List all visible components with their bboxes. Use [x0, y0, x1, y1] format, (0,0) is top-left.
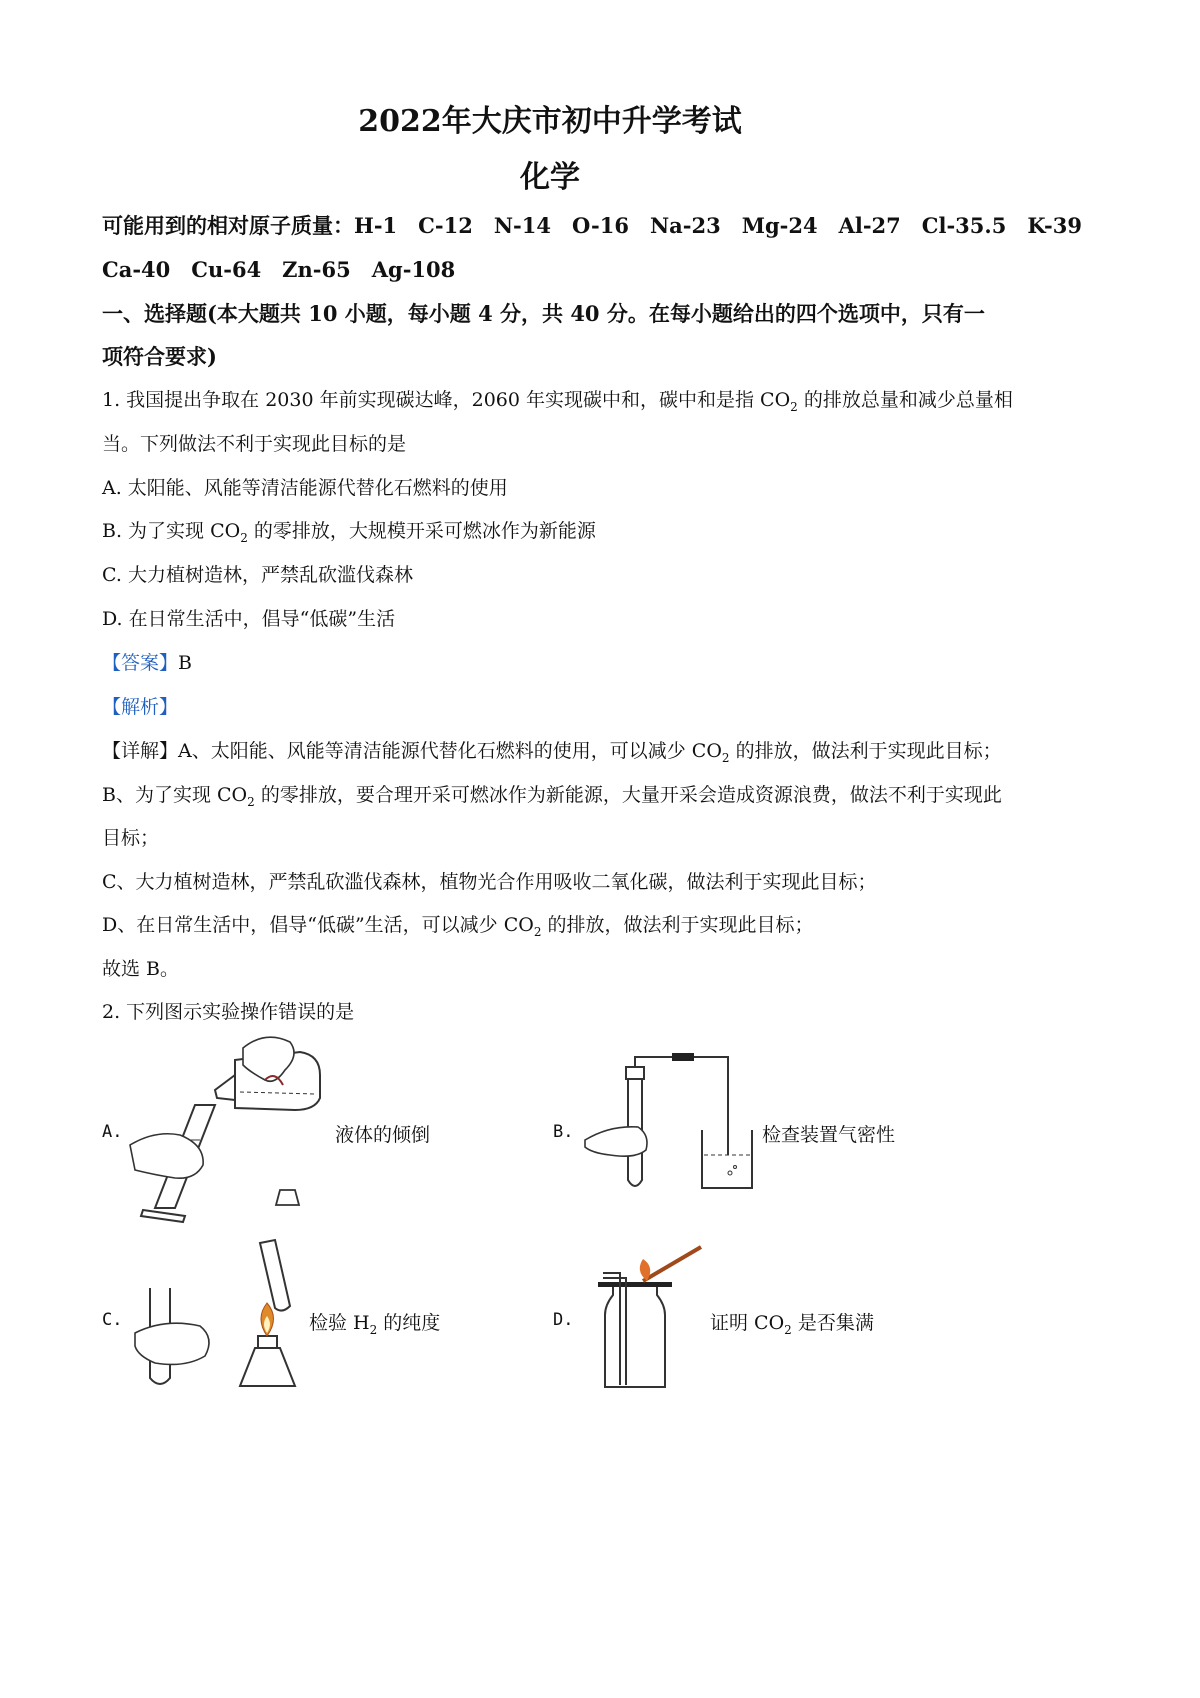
q1-stem-sub: 2 [790, 399, 798, 414]
detail-d-line [102, 910, 814, 939]
hydrogen-purity-illustration [130, 1238, 305, 1398]
q2-option-a-label: 液体的倾倒 [335, 1124, 431, 1146]
q2-option-c-label-pre: 检验 H [309, 1312, 370, 1334]
analysis-tag: 【解析】 [102, 696, 179, 718]
q1-option-b-post: 的零排放，大规模开采可燃冰作为新能源 [253, 520, 596, 542]
detail-a-sub: 2 [721, 750, 730, 765]
detail-d-sub: 2 [533, 924, 542, 939]
section-heading-line2: 项符合要求) [102, 344, 217, 369]
page-title: 2022年大庆市初中升学考试 [358, 104, 742, 139]
q2-option-b-label: 检查装置气密性 [762, 1124, 896, 1146]
section-heading-line1: 一、选择题(本大题共 10 小题，每小题 4 分，共 40 分。在每小题给出的四个选项中，只有一 [102, 301, 985, 326]
detail-tag: 【详解】 [102, 740, 179, 762]
detail-c-line: C、大力植树造林，严禁乱砍滥伐森林，植物光合作用吸收二氧化碳，做法利于实现此目标； [102, 871, 877, 893]
q2-option-c-label-post: 的纯度 [383, 1312, 441, 1334]
q2-option-d-sub: 2 [784, 1322, 792, 1337]
detail-a-line [102, 736, 1002, 765]
q1-option-b-sub: 2 [240, 530, 248, 545]
q1-stem-part2: 的排放总量和减少总量相 [803, 389, 1013, 411]
detail-b-pre: B、为了实现 CO [102, 784, 248, 806]
pour-liquid-illustration [125, 1030, 325, 1225]
q1-option-a: A. 太阳能、风能等清洁能源代替化石燃料的使用 [102, 477, 508, 499]
airtightness-illustration [580, 1055, 760, 1200]
detail-d-post: 的排放，做法利于实现此目标； [547, 914, 814, 936]
detail-b-cont: 目标； [102, 827, 160, 849]
atomic-masses-line2: Ca-40 Cu-64 Zn-65 Ag-108 [102, 257, 456, 282]
conclusion-line: 故选 B。 [102, 958, 180, 980]
q2-option-c-letter: C. [102, 1310, 123, 1330]
detail-b-post: 的零排放，要合理开采可燃冰作为新能源，大量开采会造成资源浪费，做法不利于实现此 [260, 784, 1002, 806]
q1-option-b [102, 516, 596, 545]
q1-option-c: C. 大力植树造林，严禁乱砍滥伐森林 [102, 564, 413, 586]
q2-option-d-label-pre: 证明 CO [710, 1312, 785, 1334]
q2-option-d-label-post: 是否集满 [797, 1312, 874, 1334]
q1-stem-line2: 当。下列做法不利于实现此目标的是 [102, 433, 407, 455]
detail-b-line [102, 780, 1002, 809]
q2-option-d-label [710, 1308, 874, 1337]
q1-option-b-pre: B. 为了实现 CO [102, 520, 241, 542]
co2-full-illustration [595, 1245, 705, 1390]
q2-option-d-letter: D. [553, 1310, 574, 1330]
q2-option-c-sub: 2 [369, 1322, 378, 1337]
detail-a-post: 的排放，做法利于实现此目标； [735, 740, 1002, 762]
q2-stem: 2. 下列图示实验操作错误的是 [102, 1001, 355, 1023]
detail-d-pre: D、在日常生活中，倡导“低碳”生活，可以减少 CO [102, 914, 534, 936]
q1-answer-line [102, 648, 192, 675]
detail-a-pre: A、太阳能、风能等清洁能源代替化石燃料的使用，可以减少 CO [178, 740, 722, 762]
q2-option-b-letter: B. [553, 1122, 574, 1142]
q1-stem-line1 [102, 385, 1013, 414]
q1-option-d: D. 在日常生活中，倡导“低碳”生活 [102, 608, 396, 630]
subject-title: 化学 [520, 160, 580, 195]
q2-option-a-letter: A. [102, 1122, 123, 1142]
answer-tag: 【答案】 [102, 652, 179, 674]
q2-option-c-label [309, 1308, 440, 1337]
detail-b-sub: 2 [247, 794, 255, 809]
q1-stem-part1: 1. 我国提出争取在 2030 年前实现碳达峰，2060 年实现碳中和，碳中和是指 CO [102, 389, 791, 411]
answer-value: B [178, 652, 192, 674]
atomic-masses-line1: 可能用到的相对原子质量：H-1 C-12 N-14 O-16 Na-23 Mg-24 Al-27 Cl-35.5 K-39 [102, 213, 1082, 238]
